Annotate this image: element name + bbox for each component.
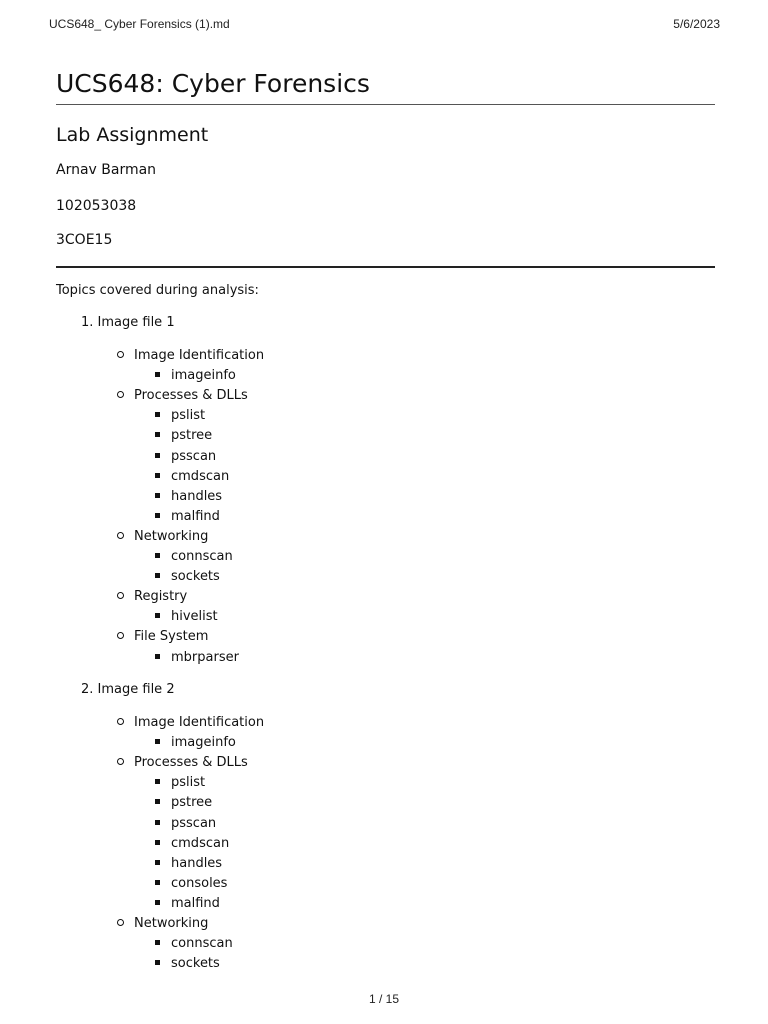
square-bullet-icon bbox=[155, 739, 160, 744]
print-header-date: 5/6/2023 bbox=[673, 17, 720, 31]
square-bullet-icon bbox=[155, 432, 160, 437]
plugin-label: imageinfo bbox=[171, 368, 236, 384]
square-bullet-icon bbox=[155, 900, 160, 905]
plugin-item bbox=[155, 648, 239, 668]
plugin-item bbox=[155, 834, 229, 854]
square-bullet-icon bbox=[155, 473, 160, 478]
plugin-label: mbrparser bbox=[171, 649, 239, 665]
plugin-item bbox=[155, 366, 236, 386]
plugin-item bbox=[155, 487, 222, 507]
topics-intro: Topics covered during analysis: bbox=[56, 283, 259, 298]
square-bullet-icon bbox=[155, 372, 160, 377]
circle-bullet-icon bbox=[117, 592, 124, 599]
section-item bbox=[117, 627, 208, 647]
roll-number: 102053038 bbox=[56, 198, 137, 214]
plugin-label: handles bbox=[171, 488, 223, 504]
plugin-label: pstree bbox=[171, 795, 213, 811]
plugin-label: malfind bbox=[171, 508, 220, 524]
section-item bbox=[117, 346, 264, 366]
square-bullet-icon bbox=[155, 654, 160, 659]
section-label: Processes & DLLs bbox=[134, 755, 248, 771]
section-item bbox=[117, 386, 248, 406]
circle-bullet-icon bbox=[117, 532, 124, 539]
plugin-label: cmdscan bbox=[171, 468, 230, 484]
plugin-item bbox=[155, 793, 212, 813]
circle-bullet-icon bbox=[117, 718, 124, 725]
plugin-item bbox=[155, 447, 216, 467]
plugin-item bbox=[155, 773, 205, 793]
plugin-item bbox=[155, 467, 229, 487]
section-label: Networking bbox=[134, 916, 209, 931]
group-code: 3COE15 bbox=[56, 232, 113, 248]
plugin-label: pslist bbox=[171, 408, 206, 424]
plugin-item bbox=[155, 567, 220, 587]
section-label: Registry bbox=[134, 589, 188, 605]
circle-bullet-icon bbox=[117, 391, 124, 398]
section-label: File System bbox=[134, 629, 209, 645]
plugin-label: malfind bbox=[171, 895, 220, 911]
section-label: Processes & DLLs bbox=[134, 388, 248, 404]
page-subtitle: Lab Assignment bbox=[56, 124, 209, 146]
square-bullet-icon bbox=[155, 493, 160, 498]
plugin-item bbox=[155, 894, 220, 914]
plugin-label: psscan bbox=[171, 448, 217, 464]
plugin-label: handles bbox=[171, 855, 223, 871]
section-label: Image Identification bbox=[134, 715, 265, 730]
plugin-item bbox=[155, 934, 233, 954]
plugin-item bbox=[155, 874, 227, 894]
section-divider bbox=[56, 266, 715, 268]
plugin-label: imageinfo bbox=[171, 735, 236, 751]
plugin-item bbox=[155, 814, 216, 834]
square-bullet-icon bbox=[155, 553, 160, 558]
square-bullet-icon bbox=[155, 613, 160, 618]
plugin-label: pstree bbox=[171, 428, 213, 444]
plugin-label: consoles bbox=[171, 875, 228, 891]
section-item bbox=[117, 914, 208, 934]
plugin-label: hivelist bbox=[171, 609, 218, 625]
plugin-item bbox=[155, 406, 205, 426]
plugin-label: sockets bbox=[171, 956, 220, 972]
square-bullet-icon bbox=[155, 860, 160, 865]
section-item bbox=[117, 713, 264, 733]
plugin-item bbox=[155, 547, 233, 567]
square-bullet-icon bbox=[155, 573, 160, 578]
plugin-item bbox=[155, 733, 236, 753]
square-bullet-icon bbox=[155, 412, 160, 417]
square-bullet-icon bbox=[155, 840, 160, 845]
square-bullet-icon bbox=[155, 513, 160, 518]
section-item bbox=[117, 527, 208, 547]
plugin-item bbox=[155, 507, 220, 527]
circle-bullet-icon bbox=[117, 758, 124, 765]
plugin-label: connscan bbox=[171, 549, 233, 564]
plugin-item bbox=[155, 426, 212, 446]
numbered-item-image-file: 2. Image file 2 bbox=[81, 682, 175, 697]
square-bullet-icon bbox=[155, 779, 160, 784]
square-bullet-icon bbox=[155, 940, 160, 945]
print-header-title: UCS648_ Cyber Forensics (1).md bbox=[49, 17, 230, 31]
page-title: UCS648: Cyber Forensics bbox=[56, 66, 715, 105]
plugin-item bbox=[155, 954, 220, 974]
square-bullet-icon bbox=[155, 880, 160, 885]
plugin-item bbox=[155, 607, 218, 627]
plugin-label: connscan bbox=[171, 936, 233, 952]
circle-bullet-icon bbox=[117, 919, 124, 926]
square-bullet-icon bbox=[155, 799, 160, 804]
square-bullet-icon bbox=[155, 453, 160, 458]
numbered-item-image-file: 1. Image file 1 bbox=[81, 315, 175, 330]
section-label: Image Identification bbox=[134, 348, 265, 363]
section-label: Networking bbox=[134, 528, 209, 544]
plugin-label: sockets bbox=[171, 569, 220, 585]
plugin-label: pslist bbox=[171, 775, 206, 791]
square-bullet-icon bbox=[155, 820, 160, 825]
circle-bullet-icon bbox=[117, 632, 124, 639]
circle-bullet-icon bbox=[117, 351, 124, 358]
page-indicator: 1 / 15 bbox=[368, 992, 400, 1006]
section-item bbox=[117, 753, 248, 773]
square-bullet-icon bbox=[155, 960, 160, 965]
author-name: Arnav Barman bbox=[56, 162, 157, 178]
plugin-label: cmdscan bbox=[171, 835, 230, 851]
plugin-label: psscan bbox=[171, 815, 217, 831]
section-item bbox=[117, 587, 187, 607]
plugin-item bbox=[155, 854, 222, 874]
